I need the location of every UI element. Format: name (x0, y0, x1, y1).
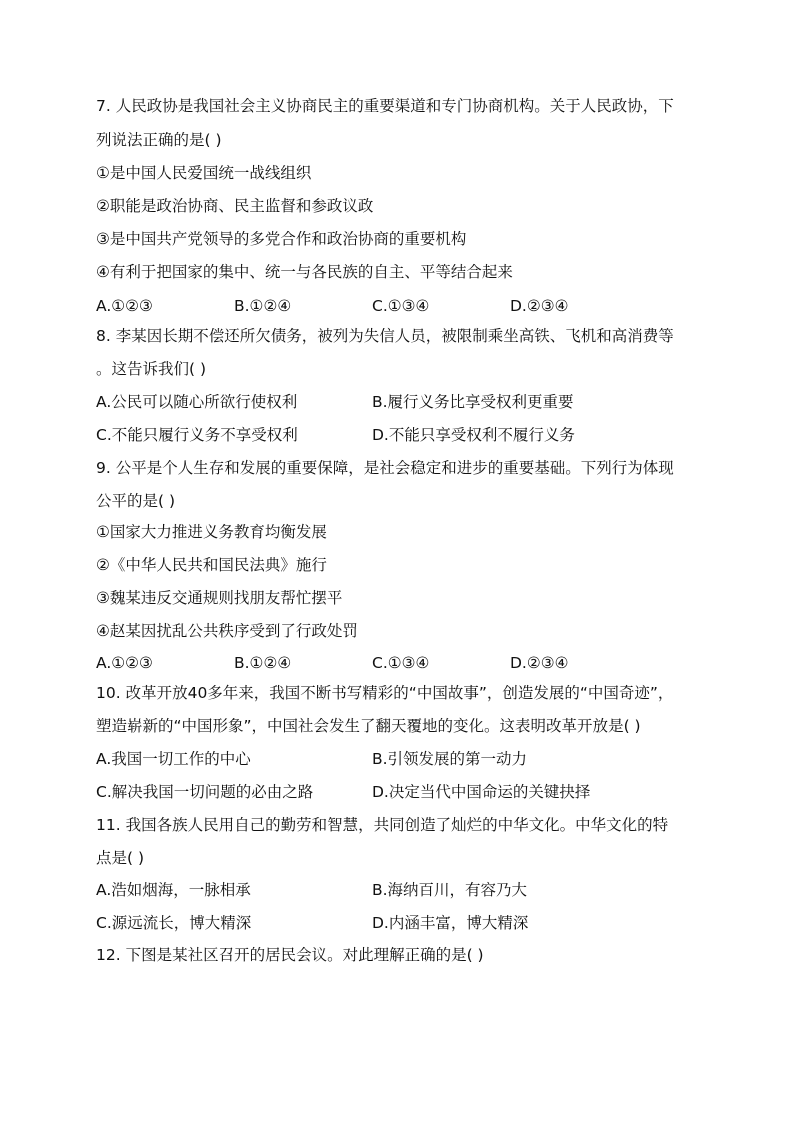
option-c: C.源远流长，博大精深 (96, 914, 252, 932)
option-a: A.我国一切工作的中心 (96, 750, 251, 768)
option-b: B.履行义务比享受权利更重要 (372, 393, 574, 411)
question-stem: 12. 下图是某社区召开的居民会议。对此理解正确的是( ) (96, 946, 484, 964)
option-a: A.浩如烟海，一脉相承 (96, 881, 251, 899)
question-stem: 公平的是( ) (96, 492, 176, 510)
option-c: C.不能只履行义务不享受权利 (96, 426, 298, 444)
option-a: A.①②③ (96, 654, 153, 672)
option-b: B.引领发展的第一动力 (372, 750, 528, 768)
question-stem: 。这告诉我们( ) (96, 360, 207, 378)
option-b: B.①②④ (234, 297, 292, 315)
option-b: B.①②④ (234, 654, 292, 672)
question-stem: 点是( ) (96, 849, 145, 867)
statement-item: ②《中华人民共和国民法典》施行 (96, 556, 327, 574)
option-d: D.内涵丰富，博大精深 (372, 914, 529, 932)
statement-item: ②职能是政治协商、民主监督和参政议政 (96, 197, 374, 215)
question-stem: 塑造崭新的“中国形象”，中国社会发生了翻天覆地的变化。这表明改革开放是( ) (96, 717, 641, 735)
option-d: D.②③④ (510, 297, 569, 315)
option-d: D.②③④ (510, 654, 569, 672)
option-c: C.①③④ (372, 297, 430, 315)
question-stem: 7. 人民政协是我国社会主义协商民主的重要渠道和专门协商机构。关于人民政协，下 (96, 97, 674, 115)
option-d: D.决定当代中国命运的关键抉择 (372, 783, 591, 801)
statement-item: ③是中国共产党领导的多党合作和政治协商的重要机构 (96, 230, 467, 248)
option-c: C.①③④ (372, 654, 430, 672)
question-stem: 11. 我国各族人民用自己的勤劳和智慧，共同创造了灿烂的中华文化。中华文化的特 (96, 816, 669, 834)
option-b: B.海纳百川，有容乃大 (372, 881, 528, 899)
option-c: C.解决我国一切问题的必由之路 (96, 783, 314, 801)
option-a: A.①②③ (96, 297, 153, 315)
question-stem: 10. 改革开放40多年来，我国不断书写精彩的“中国故事”，创造发展的“中国奇迹”， (96, 684, 674, 702)
statement-item: ④有利于把国家的集中、统一与各民族的自主、平等结合起来 (96, 263, 513, 281)
option-d: D.不能只享受权利不履行义务 (372, 426, 575, 444)
question-stem: 列说法正确的是( ) (96, 131, 222, 149)
statement-item: ③魏某违反交通规则找朋友帮忙摆平 (96, 589, 343, 607)
question-stem: 9. 公平是个人生存和发展的重要保障，是社会稳定和进步的重要基础。下列行为体现 (96, 459, 674, 477)
statement-item: ①国家大力推进义务教育均衡发展 (96, 523, 327, 541)
option-a: A.公民可以随心所欲行使权利 (96, 393, 298, 411)
question-stem: 8. 李某因长期不偿还所欠债务，被列为失信人员，被限制乘坐高铁、飞机和高消费等 (96, 327, 674, 345)
statement-item: ④赵某因扰乱公共秩序受到了行政处罚 (96, 622, 358, 640)
statement-item: ①是中国人民爱国统一战线组织 (96, 164, 312, 182)
